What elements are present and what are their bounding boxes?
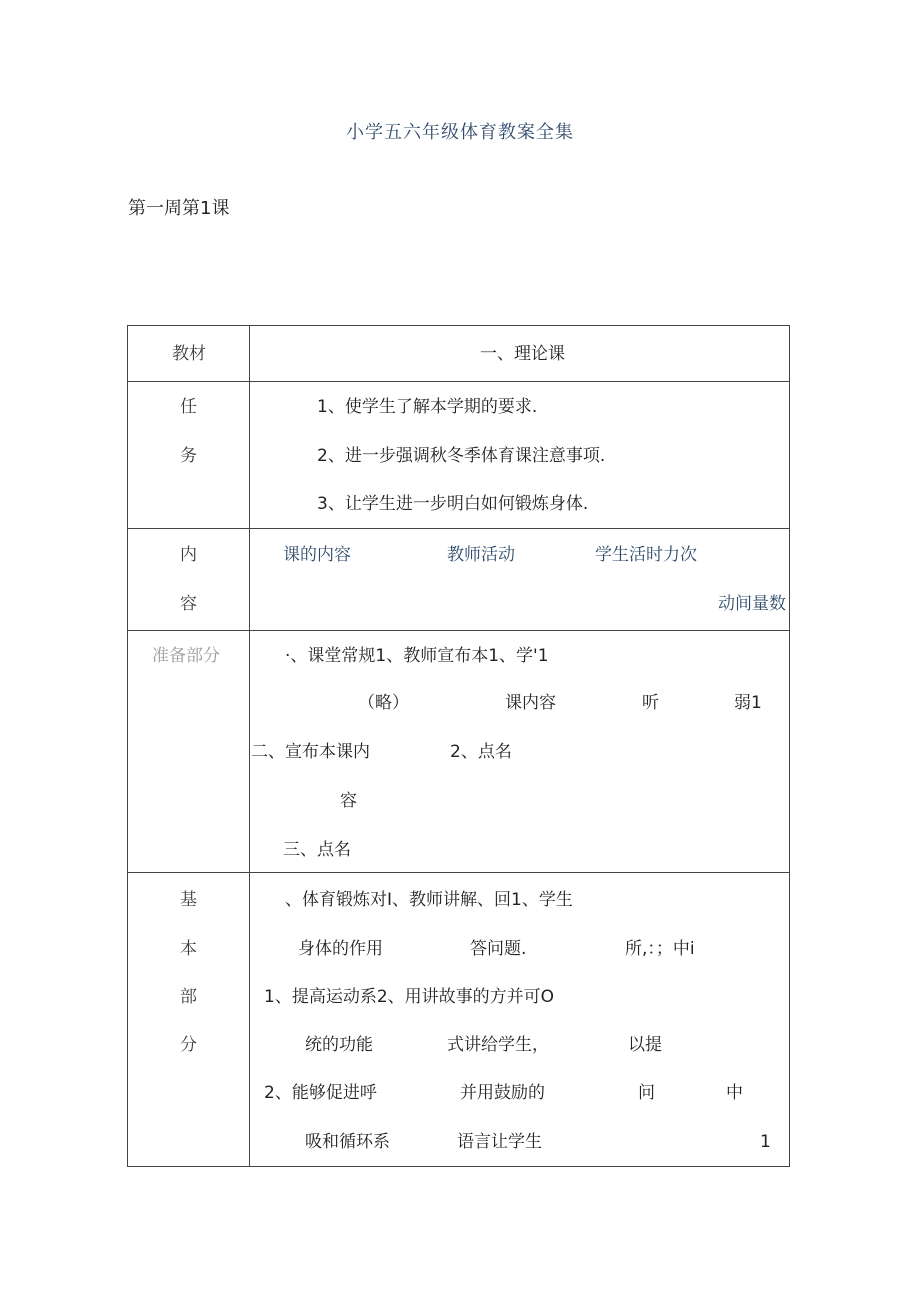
- column-divider: [249, 326, 250, 1166]
- basic-line-5c: 问: [638, 1083, 655, 1103]
- basic-line-4b: 式讲给学生，: [447, 1035, 549, 1055]
- basic-line-6b: 语言让学生: [457, 1132, 542, 1152]
- basic-line-6c: 1: [760, 1132, 771, 1152]
- basic-line-5b: 并用鼓励的: [460, 1083, 545, 1103]
- prep-line-3b: 2、点名: [450, 742, 512, 762]
- basic-line-4a: 统的功能: [305, 1035, 373, 1055]
- header-lesson-content: 课的内容: [283, 545, 351, 565]
- label-basic-char1: 基: [180, 890, 197, 910]
- row-divider: [128, 630, 789, 631]
- basic-line-6a: 吸和循环系: [305, 1132, 390, 1152]
- row-divider: [128, 381, 789, 382]
- task-item-1: 1、使学生了解本学期的要求.: [317, 397, 538, 417]
- basic-line-1: 、体育锻炼对I、教师讲解、回1、学生: [285, 890, 573, 910]
- row-divider: [128, 528, 789, 529]
- prep-line-3a: 二、宣布本课内: [251, 742, 370, 762]
- basic-line-2b: 答问题.: [470, 939, 527, 959]
- basic-line-5d: 中: [726, 1083, 743, 1103]
- lesson-plan-table: [127, 325, 790, 1167]
- prep-line-2a: （略）: [358, 693, 409, 713]
- material-value: 一、理论课: [480, 344, 565, 364]
- header-teacher-activity: 教师活动: [447, 545, 515, 565]
- basic-line-2a: 身体的作用: [298, 939, 383, 959]
- label-basic-char3: 部: [180, 987, 197, 1007]
- header-student-activity: 学生活时力次: [595, 545, 697, 565]
- basic-line-5a: 2、能够促进呼: [264, 1083, 377, 1103]
- label-task-char1: 任: [180, 397, 197, 417]
- prep-line-2c: 听: [642, 693, 659, 713]
- document-title: 小学五六年级体育教案全集: [346, 122, 574, 143]
- label-content-char2: 容: [180, 594, 197, 614]
- task-item-3: 3、让学生进一步明白如何锻炼身体.: [317, 494, 589, 514]
- row-divider: [128, 872, 789, 873]
- header-student-activity-2: 动间量数: [718, 594, 786, 614]
- task-item-2: 2、进一步强调秋冬季体育课注意事项.: [317, 446, 606, 466]
- prep-line-2d: 弱1: [734, 693, 762, 713]
- prep-line-5: 三、点名: [283, 840, 351, 860]
- label-material: 教材: [172, 344, 206, 364]
- prep-line-4: 容: [340, 791, 357, 811]
- basic-line-3: 1、提高运动系2、用讲故事的方并可O: [264, 987, 555, 1007]
- label-preparation: 准备部分: [152, 646, 220, 666]
- label-content-char1: 内: [180, 545, 197, 565]
- basic-line-4c: 以提: [628, 1035, 662, 1055]
- label-task-char2: 务: [180, 446, 197, 466]
- label-basic-char2: 本: [180, 939, 197, 959]
- basic-line-2c: 所,：；中i: [625, 939, 695, 959]
- prep-line-1: ·、课堂常规1、教师宣布本1、学'1: [285, 646, 549, 666]
- prep-line-2b: 课内容: [505, 693, 556, 713]
- lesson-heading: 第一周第1课: [128, 198, 230, 219]
- label-basic-char4: 分: [180, 1035, 197, 1055]
